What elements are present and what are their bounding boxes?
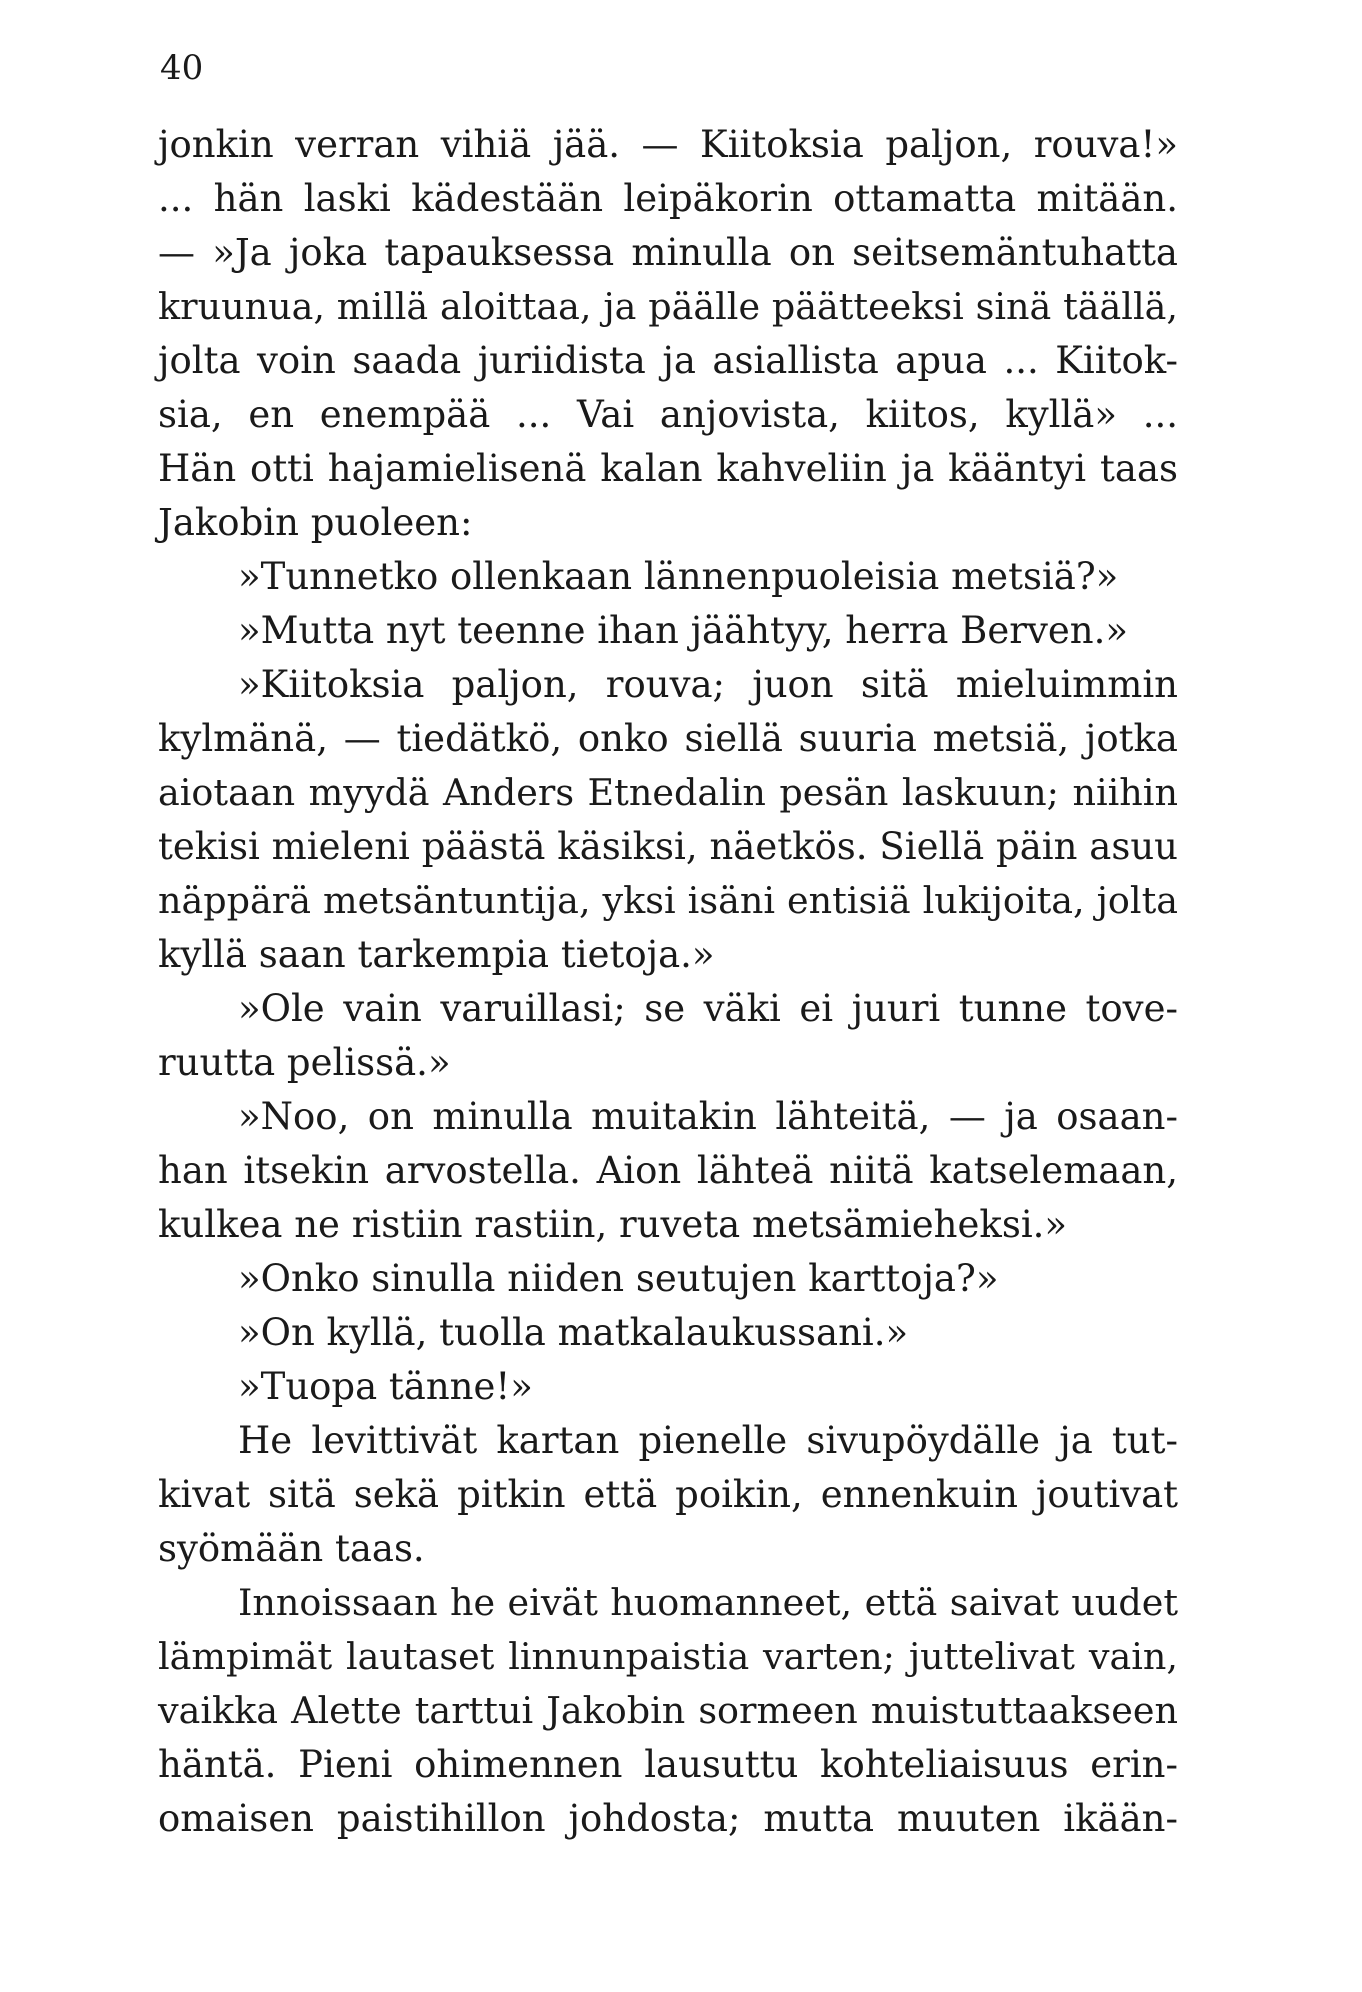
text-line: — »Ja joka tapauksessa minulla on seitsemäntuhatta bbox=[158, 231, 1178, 274]
text-line: »Kiitoksia paljon, rouva; juon sitä mieluimmin bbox=[238, 663, 1178, 706]
text-line: »Tunnetko ollenkaan lännenpuoleisia metsiä?» bbox=[238, 555, 1119, 598]
text-line: kulkea ne ristiin rastiin, ruveta metsämieheksi.» bbox=[158, 1203, 1068, 1246]
text-line: ruutta pelissä.» bbox=[158, 1041, 451, 1084]
text-line: »Ole vain varuillasi; se väki ei juuri tunne tove- bbox=[238, 987, 1178, 1030]
text-line: »On kyllä, tuolla matkalaukussani.» bbox=[238, 1311, 909, 1354]
text-line: näppärä metsäntuntija, yksi isäni entisiä lukijoita, jolta bbox=[158, 879, 1178, 922]
text-line: lämpimät lautaset linnunpaistia varten; juttelivat vain, bbox=[158, 1635, 1178, 1678]
text-line: »Mutta nyt teenne ihan jäähtyy, herra Berven.» bbox=[238, 609, 1128, 652]
text-line: kruunua, millä aloittaa, ja päälle päätteeksi sinä täällä, bbox=[158, 285, 1178, 328]
text-line: kylmänä, — tiedätkö, onko siellä suuria metsiä, jotka bbox=[158, 717, 1178, 760]
text-line: han itsekin arvostella. Aion lähteä niitä katselemaan, bbox=[158, 1149, 1178, 1192]
text-line: kivat sitä sekä pitkin että poikin, ennenkuin joutivat bbox=[158, 1473, 1178, 1516]
text-line: syömään taas. bbox=[158, 1527, 425, 1570]
text-line: jonkin verran vihiä jää. — Kiitoksia paljon, rouva!» bbox=[158, 123, 1178, 166]
text-line: omaisen paistihillon johdosta; mutta muuten ikään- bbox=[158, 1797, 1178, 1840]
text-line: kyllä saan tarkempia tietoja.» bbox=[158, 933, 715, 976]
text-line: jolta voin saada juriidista ja asiallista apua ... Kiitok- bbox=[158, 339, 1178, 382]
text-line: Jakobin puoleen: bbox=[158, 501, 473, 544]
text-line: ... hän laski kädestään leipäkorin ottamatta mitään. bbox=[158, 177, 1178, 220]
text-line: Innoissaan he eivät huomanneet, että saivat uudet bbox=[238, 1581, 1178, 1624]
text-line: häntä. Pieni ohimennen lausuttu kohteliaisuus erin- bbox=[158, 1743, 1178, 1786]
text-line: »Onko sinulla niiden seutujen karttoja?» bbox=[238, 1257, 999, 1300]
text-line: »Tuopa tänne!» bbox=[238, 1365, 533, 1408]
text-line: sia, en enempää ... Vai anjovista, kiitos, kyllä» ... bbox=[158, 393, 1178, 436]
text-line: He levittivät kartan pienelle sivupöydälle ja tut- bbox=[238, 1419, 1178, 1462]
text-line: tekisi mieleni päästä käsiksi, näetkös. Siellä päin asuu bbox=[158, 825, 1178, 868]
page-number: 40 bbox=[160, 48, 204, 88]
text-line: Hän otti hajamielisenä kalan kahveliin ja kääntyi taas bbox=[158, 447, 1178, 490]
body-text bbox=[158, 118, 1178, 1846]
text-line: vaikka Alette tarttui Jakobin sormeen muistuttaakseen bbox=[158, 1689, 1178, 1732]
text-line: aiotaan myydä Anders Etnedalin pesän laskuun; niihin bbox=[158, 771, 1178, 814]
text-line: »Noo, on minulla muitakin lähteitä, — ja osaan- bbox=[238, 1095, 1178, 1138]
